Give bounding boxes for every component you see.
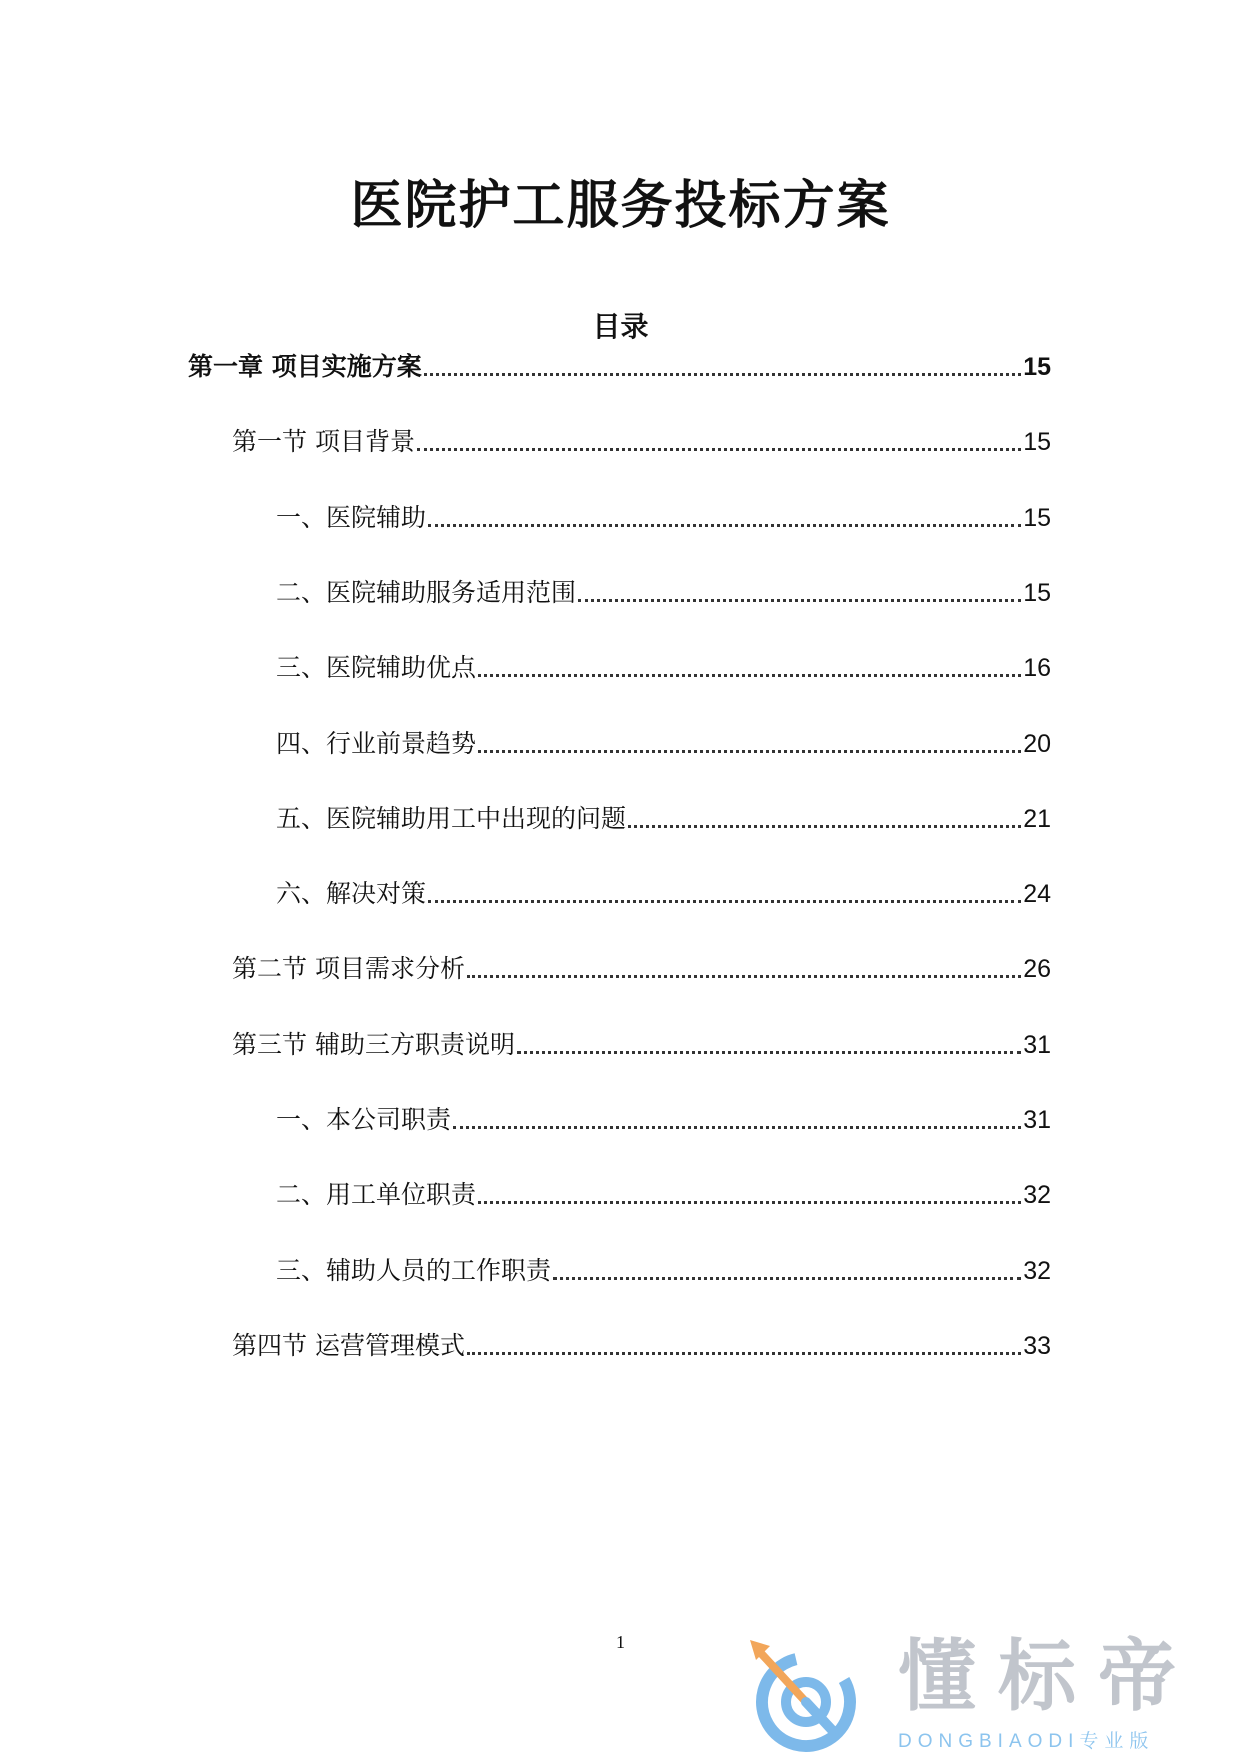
toc-entry-label: 四、行业前景趋势 xyxy=(276,729,477,758)
watermark xyxy=(740,1632,1220,1754)
toc-entry-page: 31 xyxy=(1023,1031,1051,1059)
toc-entry-label: 一、本公司职责 xyxy=(276,1105,452,1134)
toc-entry[interactable] xyxy=(276,802,1051,836)
toc-entry-page: 24 xyxy=(1023,880,1051,908)
toc-entry-label: 三、辅助人员的工作职责 xyxy=(276,1256,552,1285)
toc-leader-dots xyxy=(453,1126,1021,1129)
toc-entry-page: 32 xyxy=(1023,1257,1051,1285)
toc-entry[interactable] xyxy=(232,1028,1051,1062)
toc-entry[interactable] xyxy=(232,425,1051,459)
toc-entry-page: 16 xyxy=(1023,654,1051,682)
toc-entry-label: 二、用工单位职责 xyxy=(276,1180,477,1209)
toc-entry[interactable] xyxy=(276,651,1051,685)
toc-entry[interactable] xyxy=(276,727,1051,761)
watermark-brand-name: 懂标帝 xyxy=(898,1632,1199,1722)
toc-leader-dots xyxy=(428,524,1021,527)
toc-entry-label: 五、医院辅助用工中出现的问题 xyxy=(276,804,627,833)
watermark-subtitle xyxy=(898,1732,1154,1751)
toc-entry-label: 第二节 项目需求分析 xyxy=(232,954,465,983)
toc-entry[interactable] xyxy=(188,350,1051,384)
toc-entry-label: 第三节 辅助三方职责说明 xyxy=(232,1030,515,1059)
toc-entry-page: 15 xyxy=(1023,504,1051,532)
toc-entry-label: 三、医院辅助优点 xyxy=(276,653,477,682)
toc-leader-dots xyxy=(553,1277,1021,1280)
toc-heading: 目录 xyxy=(592,310,649,343)
toc-entry-page: 33 xyxy=(1023,1332,1051,1360)
toc-leader-dots xyxy=(628,825,1021,828)
toc-entry-page: 26 xyxy=(1023,955,1051,983)
toc-entry-page: 15 xyxy=(1023,579,1051,607)
toc-leader-dots xyxy=(478,1201,1021,1204)
toc-entry[interactable] xyxy=(232,1329,1051,1363)
toc-entry[interactable] xyxy=(276,1178,1051,1212)
target-arrow-icon xyxy=(740,1632,870,1754)
toc-leader-dots xyxy=(578,599,1021,602)
toc-entry[interactable] xyxy=(276,1103,1051,1137)
toc-entry[interactable] xyxy=(276,1254,1051,1288)
toc-leader-dots xyxy=(517,1051,1021,1054)
toc-entry-label: 第四节 运营管理模式 xyxy=(232,1331,465,1360)
toc-entry[interactable] xyxy=(276,501,1051,535)
toc-entry-page: 15 xyxy=(1023,353,1051,381)
toc-leader-dots xyxy=(424,373,1021,376)
toc-entry[interactable] xyxy=(276,877,1051,911)
toc-entry-label: 六、解决对策 xyxy=(276,879,427,908)
toc-leader-dots xyxy=(478,674,1021,677)
page-number: 1 xyxy=(616,1632,625,1652)
toc-leader-dots xyxy=(428,900,1021,903)
toc-entry-label: 一、医院辅助 xyxy=(276,503,427,532)
toc-entry-label: 第一节 项目背景 xyxy=(232,427,415,456)
watermark-subtitle-cn: 专业版 xyxy=(1079,1730,1155,1752)
toc-entry-page: 31 xyxy=(1023,1106,1051,1134)
document-title: 医院护工服务投标方案 xyxy=(350,176,891,236)
toc-leader-dots xyxy=(467,1352,1021,1355)
toc-entry-page: 21 xyxy=(1023,805,1051,833)
toc-leader-dots xyxy=(417,448,1021,451)
toc-entry-label: 第一章 项目实施方案 xyxy=(188,352,422,381)
toc-entry-page: 15 xyxy=(1023,428,1051,456)
toc-entry-label: 二、医院辅助服务适用范围 xyxy=(276,578,577,607)
toc-entry-page: 32 xyxy=(1023,1181,1051,1209)
toc-leader-dots xyxy=(467,975,1021,978)
watermark-subtitle-en: DONGBIAODI xyxy=(898,1731,1080,1752)
toc-entry-page: 20 xyxy=(1023,730,1051,758)
toc-entry[interactable] xyxy=(232,952,1051,986)
toc-leader-dots xyxy=(478,750,1021,753)
toc-entry[interactable] xyxy=(276,576,1051,610)
